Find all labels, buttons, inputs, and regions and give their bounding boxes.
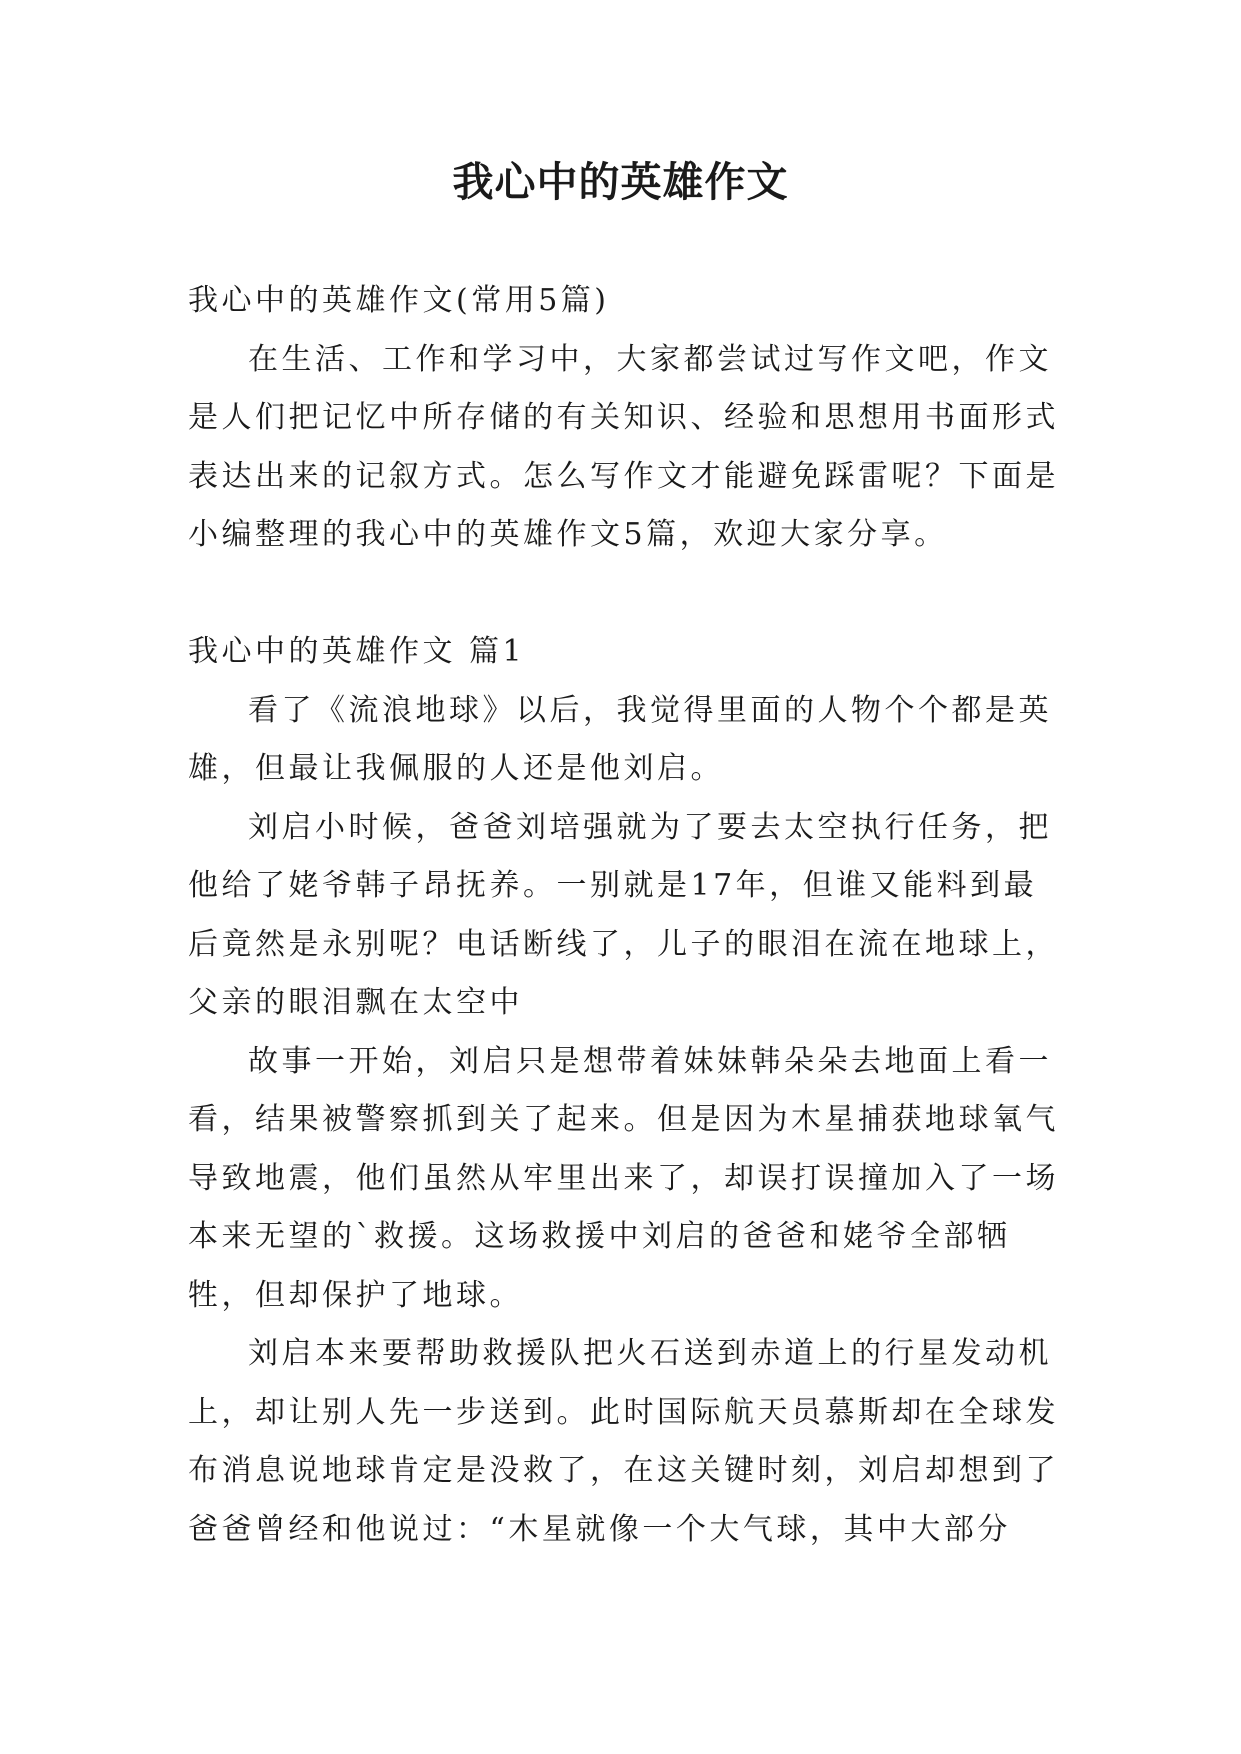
page-title: 我心中的英雄作文 — [452, 158, 789, 206]
intro-paragraph: 在生活、工作和学习中，大家都尝试过写作文吧，作文是人们把记忆中所存储的有关知识、经验和思想用书面形式表达出来的记叙方式。怎么写作文才能避免踩雷呢？下面是小编整理的我心中的英雄作文5篇，欢迎大家分享。 — [188, 341, 1059, 552]
body-paragraph: 刘启本来要帮助救援队把火石送到赤道上的行星发动机上，却让别人先一步送到。此时国际航天员慕斯却在全球发布消息说地球肯定是没救了，在这关键时刻，刘启却想到了爸爸曾经和他说过：“木星就像一个大气球，其中大部分 — [188, 1336, 1059, 1547]
document-subtitle: 我心中的英雄作文(常用5篇) — [188, 283, 610, 318]
body-paragraph: 看了《流浪地球》以后，我觉得里面的人物个个都是英雄，但最让我佩服的人还是他刘启。 — [188, 692, 1052, 786]
document-body — [188, 272, 1068, 1559]
section-heading: 我心中的英雄作文 篇1 — [188, 634, 526, 669]
body-paragraph: 故事一开始，刘启只是想带着妹妹韩朵朵去地面上看一看，结果被警察抓到关了起来。但是因为木星捕获地球氧气导致地震，他们虽然从牢里出来了，却误打误撞加入了一场本来无望的`救援。这场救援中刘启的爸爸和姥爷全部牺牲，但却保护了地球。 — [188, 1043, 1059, 1313]
body-paragraph: 刘启小时候，爸爸刘培强就为了要去太空执行任务，把他给了姥爷韩子昂抚养。一别就是17年，但谁又能料到最后竟然是永别呢？电话断线了，儿子的眼泪在流在地球上，父亲的眼泪飘在太空中 — [188, 809, 1059, 1020]
paragraph-spacer — [188, 565, 1068, 624]
